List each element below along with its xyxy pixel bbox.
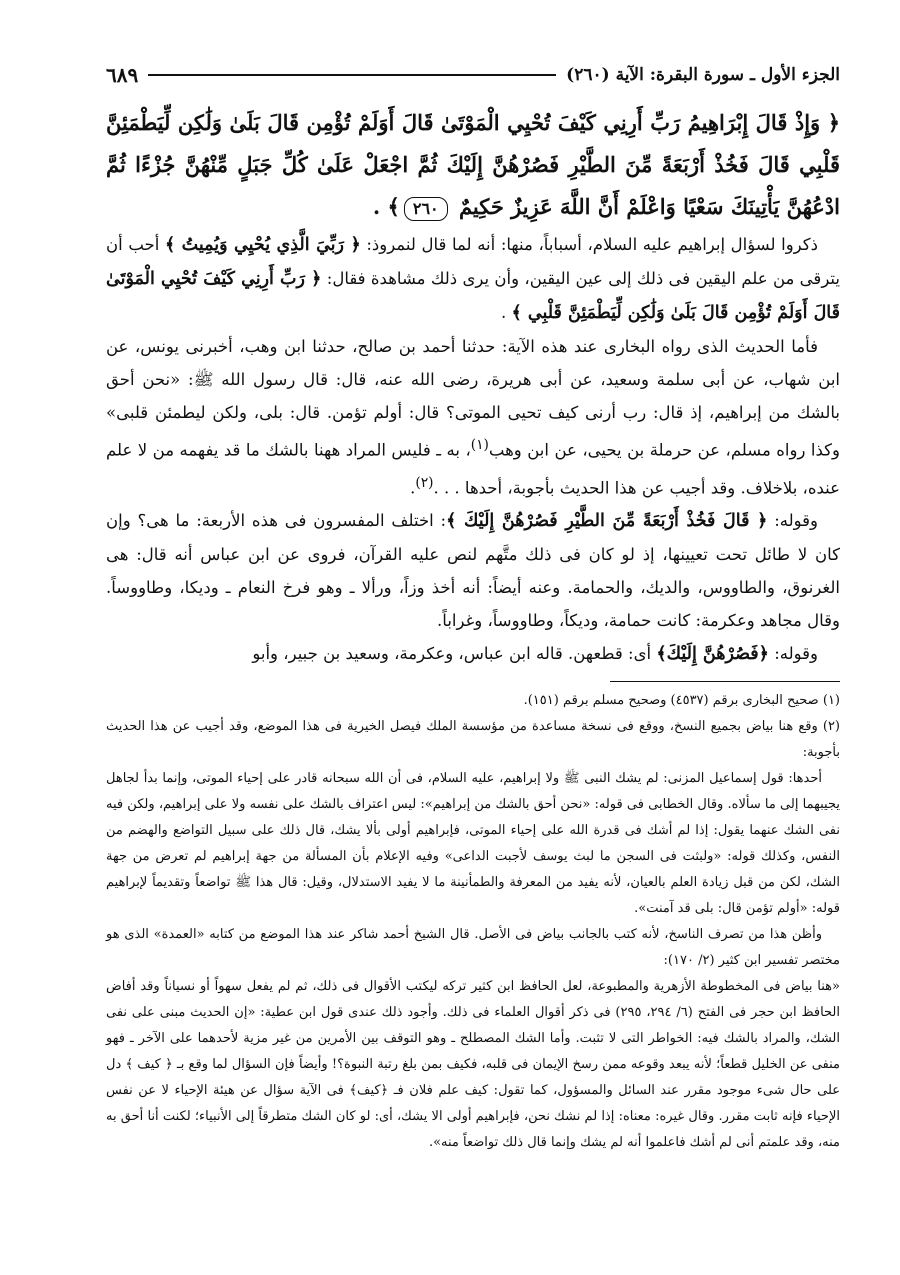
- paragraph-3-text-a: وقوله:: [774, 511, 819, 530]
- page-number: ٦٨٩: [106, 63, 139, 87]
- paragraph-2: [106, 330, 840, 504]
- paragraph-1: [106, 228, 840, 330]
- paragraph-4: [106, 637, 840, 671]
- header-rule: [148, 74, 556, 76]
- paragraph-1-text-a: ذكروا لسؤال إبراهيم عليه السلام، أسباباً، منها: أنه لما قال لنمروذ:: [366, 235, 818, 254]
- page-header: [106, 58, 840, 92]
- paragraph-4-text-a: وقوله:: [774, 644, 818, 663]
- paragraph-2-text-c: .: [410, 478, 416, 497]
- footnote-2: (٢) وقع هنا بياض بجميع النسخ، ووقع فى نسخة مساعدة من مؤسسة الملك فيصل الخيرية فى هذا الموضع، وقد أجيب عن هذا الحديث بأجوبة:: [106, 719, 840, 760]
- verse-open-bracket: ﴿: [827, 110, 841, 135]
- book-page: [106, 58, 840, 1156]
- paragraph-1-quote-a: ﴿ رَبِّيَ الَّذِي يُحْيِي وَيُمِيتُ ﴾: [164, 235, 361, 255]
- paragraph-1-quote-b: ﴿ رَبِّ أَرِنِي كَيْفَ تُحْيِي الْمَوْتَىٰ قَالَ أَوَلَمْ تُؤْمِن قَالَ بَلَىٰ وَلَٰكِن لِّيَطْمَئِنَّ قَلْبِي ﴾: [106, 269, 840, 323]
- paragraph-1-text-b: أحب أن يترقى من علم اليقين فى ذلك إلى عين اليقين، وأن يرى ذلك مشاهدة فقال:: [106, 235, 840, 288]
- paragraph-3-quote: ﴿ قَالَ فَخُذْ أَرْبَعَةً مِّنَ الطَّيْرِ فَصُرْهُنَّ إِلَيْكَ ﴾: [446, 511, 768, 531]
- paragraph-3-text-b: : اختلف المفسرون فى هذه الأربعة: ما هى؟ وإن كان لا طائل تحت تعيينها، إذ لو كان فى ذلك متَّهم لنص عليه القرآن، فروى عن ابن عباس أنه قال: هى الغرنوق، والطاووس، والديك، والحمامة. وعنه أيضاً: أنه أخذ وزاً، ورألا ـ وهو فرخ النعام ـ وديكا، وطاووساً. وقال مجاهد وعكرمة: كانت حمامة، وديكاً، وطاووساً، وغراباً.: [106, 511, 840, 630]
- quran-verse: [106, 102, 840, 228]
- footnotes: [106, 688, 840, 1156]
- verse-text: وَإِذْ قَالَ إِبْرَاهِيمُ رَبِّ أَرِنِي كَيْفَ تُحْيِي الْمَوْتَىٰ قَالَ أَوَلَمْ تُؤْمِن قَالَ بَلَىٰ وَلَٰكِن لِّيَطْمَئِنَّ قَلْبِي قَالَ فَخُذْ أَرْبَعَةً مِّنَ الطَّيْرِ فَصُرْهُنَّ إِلَيْكَ ثُمَّ اجْعَلْ عَلَىٰ كُلِّ جَبَلٍ مِّنْهُنَّ جُزْءًا ثُمَّ ادْعُهُنَّ يَأْتِينَكَ سَعْيًا وَاعْلَمْ أَنَّ اللَّهَ عَزِيزٌ حَكِيمٌ: [106, 110, 840, 219]
- verse-close-bracket: ﴾ .: [372, 194, 400, 219]
- footnote-2-answer-1: أحدها: قول إسماعيل المزنى: لم يشك النبى ﷺ ولا إبراهيم، عليه السلام، فى أن الله سبحانه قادر على إحياء الموتى، وإنما بدأ لجاهل يجيبهما إلى ما سألاه. وقال الخطابى فى قوله: «نحن أحق بالشك من إبراهيم»: ليس اعتراف بالشك على نفسه ولا على إبراهيم، ولكن فيه نفى الشك عنهما يقول: إذا لم أشك فى قدرة الله على إحياء الموتى، فإبراهيم أولى بألا يشك، قال ذلك على سبيل التواضع والهضم من النفس، وكذلك قوله: «ولبثت فى السجن ما لبث يوسف لأجبت الداعى» وفيه الإعلام بأن المسألة من جهة إبراهيم لم تعرض من جهة الشك، لكن من قبل زيادة العلم بالعيان، لأنه يفيد من المعرفة والطمأنينة ما لا يفيد الاستدلال، وقيل: قال هذا ﷺ تواضعاً وتقديماً لإبراهيم قوله: «أولم تؤمن قال: بلى قد آمنت».: [106, 771, 841, 916]
- paragraph-1-text-c: .: [501, 303, 507, 322]
- paragraph-4-text-b: أى: قطعهن. قاله ابن عباس، وعكرمة، وسعيد بن جبير، وأبو: [252, 644, 652, 663]
- running-title: الجزء الأول ـ سورة البقرة: الآية (٢٦٠): [566, 65, 840, 85]
- footnote-ref-2[interactable]: (٢): [415, 474, 434, 491]
- paragraph-3: [106, 504, 840, 637]
- footnote-ref-1[interactable]: (١): [470, 437, 489, 453]
- paragraph-2-text-a: فأما الحديث الذى رواه البخارى عند هذه الآية: حدثنا أحمد بن صالح، حدثنا ابن وهب، أخبرنى يونس، عن ابن شهاب، عن أبى سلمة وسعيد، عن أبى هريرة، رضى الله عنه، قال: قال رسول الله ﷺ: «نحن أحق بالشك من إبراهيم، إذ قال: رب أرنى كيف تحيى الموتى؟ قال: أولم تؤمن. قال: بلى، ولكن ليطمئن قلبى» وكذا رواه مسلم، عن حرملة بن يحيى، عن ابن وهب: [106, 337, 840, 460]
- commentary-body: [106, 228, 840, 671]
- footnote-separator: [610, 681, 840, 682]
- paragraph-4-quote: ﴿فَصُرْهُنَّ إِلَيْكَ﴾: [656, 644, 769, 664]
- footnote-2-editor-note: وأظن هذا من تصرف الناسخ، لأنه كتب بالجانب بياض فى الأصل. قال الشيخ أحمد شاكر عند هذا الموضع من كتابه «العمدة» الذى هو مختصر تفسير ابن كثير (٢/ ١٧٠):: [106, 927, 840, 968]
- footnote-1: (١) صحيح البخارى برقم (٤٥٣٧) وصحيح مسلم برقم (١٥١).: [523, 693, 840, 708]
- paragraph-2-text-b: ، به ـ فليس المراد ههنا بالشك ما قد يفهمه من لا علم عنده، بلاخلاف. وقد أجيب عن هذا الحديث بأجوبة، أحدها . . .: [106, 440, 840, 497]
- verse-number-badge: ٢٦٠: [404, 197, 448, 221]
- footnote-2-quotation: «هنا بياض فى المخطوطة الأزهرية والمطبوعة، لعل الحافظ ابن كثير تركه ليكتب الأقوال فى ذلك، ثم لم يفعل سهواً أو نسياناً وقد أفاض الحافظ ابن حجر فى الفتح (٦/ ٢٩٤، ٢٩٥) فى ذكر أقوال العلماء فى ذلك. وأجود ذلك عندى قول ابن عطية: «إن الحديث مبنى على نفى الشك، والمراد بالشك فيه: الخواطر التى لا تثبت. وأما الشك المصطلح ـ وهو التوقف بين الأمرين من غير مزية لأحدهما على الآخر ـ فهو منفى عن الخليل قطعاً؛ لأنه يبعد وقوعه ممن رسخ الإيمان فى قلبه، فكيف بمن بلغ رتبة النبوة؟! وأيضاً فإن السؤال لما وقع بـ ﴿ كيف ﴾ دل على حال شىء موجود مقرر عند السائل والمسؤول، كما تقول: كيف علم فلان فـ ﴿كيف﴾ فى الآية سؤال عن هيئة الإحياء لا عن نفس الإحياء فإنه ثابت مقرر. وقال غيره: معناه: إذا لم نشك نحن، فإبراهيم أولى الا يشك، أى: لو كان الشك متطرقاً إلى الأنبياء؛ لكنت أنا أحق به منه، وقد علمتم أنى لم أشك فاعلموا أنه لم يشك وإنما قال ذلك تواضعاً منه».: [106, 979, 841, 1150]
